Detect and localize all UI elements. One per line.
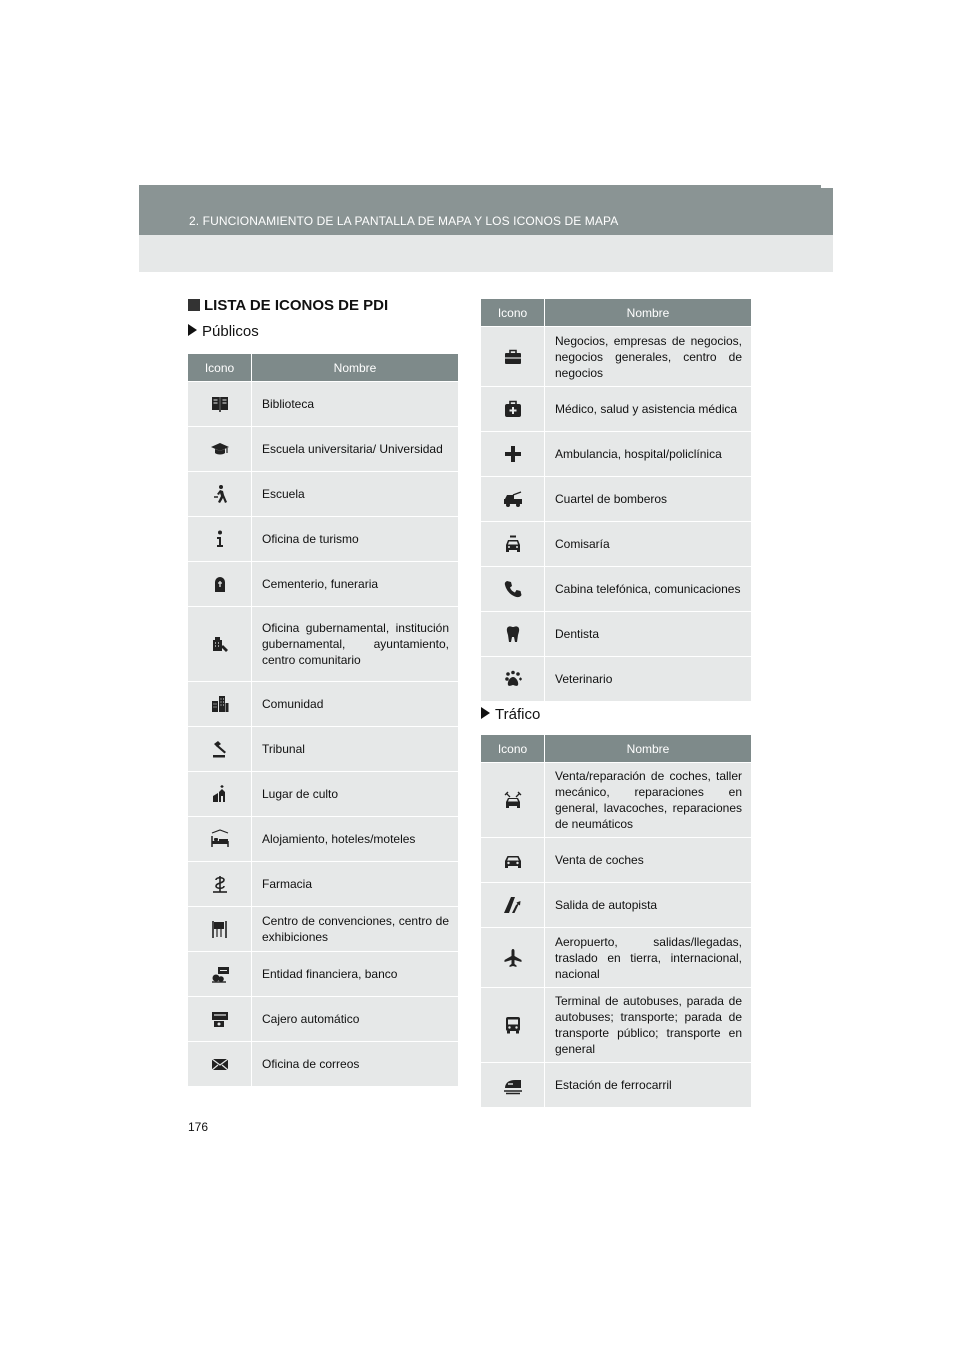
gavel-icon — [210, 739, 230, 759]
icon-cell — [188, 906, 252, 951]
icon-cell — [481, 882, 545, 927]
atm-icon — [210, 1009, 230, 1029]
icon-cell — [481, 927, 545, 987]
column-header-name: Nombre — [545, 735, 751, 762]
table-row — [481, 987, 751, 1062]
table-row — [188, 906, 458, 951]
poi-name: Escuela — [252, 471, 458, 516]
icon-cell — [481, 837, 545, 882]
police-car-icon — [503, 534, 523, 554]
icon-cell — [188, 996, 252, 1041]
table-row — [481, 611, 751, 656]
icon-cell — [481, 656, 545, 701]
table-row — [188, 381, 458, 426]
column-header-name: Nombre — [545, 299, 751, 326]
table-row — [188, 726, 458, 771]
table-row — [188, 861, 458, 906]
poi-name: Comisaría — [545, 521, 751, 566]
poi-name: Dentista — [545, 611, 751, 656]
icon-cell — [188, 1041, 252, 1086]
exhibition-flag-icon — [210, 919, 230, 939]
poi-name: Farmacia — [252, 861, 458, 906]
icon-cell — [481, 326, 545, 386]
icon-cell — [481, 431, 545, 476]
icon-cell — [481, 762, 545, 837]
table-row — [481, 326, 751, 386]
poi-name: Veterinario — [545, 656, 751, 701]
table-row — [188, 516, 458, 561]
table-row — [188, 951, 458, 996]
walking-child-icon — [210, 484, 230, 504]
church-icon — [210, 784, 230, 804]
poi-name: Tribunal — [252, 726, 458, 771]
icon-cell — [481, 611, 545, 656]
column-header-name: Nombre — [252, 354, 458, 381]
icon-cell — [481, 386, 545, 431]
table-row — [481, 1062, 751, 1107]
poi-name: Médico, salud y asistencia médica — [545, 386, 751, 431]
poi-name: Cuartel de bomberos — [545, 476, 751, 521]
poi-name: Centro de convenciones, centro de exhibiciones — [252, 906, 458, 951]
table-row — [481, 762, 751, 837]
car-repair-icon — [503, 790, 523, 810]
icon-cell — [188, 471, 252, 516]
table-row — [188, 426, 458, 471]
icon-cell — [188, 426, 252, 471]
info-icon — [210, 529, 230, 549]
subtitle-trafico-text: Tráfico — [495, 706, 541, 723]
highway-exit-icon — [503, 895, 523, 915]
icon-cell — [188, 726, 252, 771]
header-band — [139, 185, 833, 235]
icon-cell — [481, 521, 545, 566]
briefcase-icon — [503, 347, 523, 367]
icon-cell — [188, 951, 252, 996]
city-buildings-icon — [210, 694, 230, 714]
icon-cell — [481, 476, 545, 521]
section-title-text: LISTA DE ICONOS DE PDI — [204, 297, 389, 314]
bank-money-icon — [210, 964, 230, 984]
table-row — [481, 476, 751, 521]
poi-name: Salida de autopista — [545, 882, 751, 927]
poi-name: Terminal de autobuses, parada de autobuses; transporte; parada de transporte público; transporte en general — [545, 987, 751, 1062]
table-row — [188, 561, 458, 606]
table-row — [188, 681, 458, 726]
header-notch — [821, 185, 833, 188]
icon-cell — [188, 561, 252, 606]
poi-name: Cabina telefónica, comunicaciones — [545, 566, 751, 611]
icon-cell — [188, 771, 252, 816]
poi-name: Escuela universitaria/ Universidad — [252, 426, 458, 471]
table-row — [481, 431, 751, 476]
phone-icon — [503, 579, 523, 599]
bus-icon — [503, 1015, 523, 1035]
table-row — [481, 882, 751, 927]
icon-cell — [188, 681, 252, 726]
poi-name: Entidad financiera, banco — [252, 951, 458, 996]
poi-name: Oficina de correos — [252, 1041, 458, 1086]
table-row — [481, 927, 751, 987]
poi-table-publicos — [188, 354, 458, 1086]
icon-cell — [188, 606, 252, 681]
poi-name: Lugar de culto — [252, 771, 458, 816]
table-row — [188, 996, 458, 1041]
header-title: 2. FUNCIONAMIENTO DE LA PANTALLA DE MAPA Y LOS ICONOS DE MAPA — [189, 214, 619, 228]
page-header — [139, 185, 833, 272]
table-header-row — [188, 354, 458, 381]
medical-bag-icon — [503, 399, 523, 419]
column-header-icon: Icono — [481, 299, 545, 326]
bed-icon — [210, 829, 230, 849]
icon-cell — [188, 861, 252, 906]
poi-name: Biblioteca — [252, 381, 458, 426]
column-header-icon: Icono — [481, 735, 545, 762]
car-icon — [503, 850, 523, 870]
subtitle-publicos-text: Públicos — [202, 323, 259, 340]
table-row — [188, 816, 458, 861]
poi-table-publicos-continued — [481, 299, 751, 701]
cross-icon — [503, 444, 523, 464]
government-building-icon — [210, 634, 230, 654]
tombstone-icon — [210, 574, 230, 594]
graduation-cap-icon — [210, 439, 230, 459]
table-row — [481, 656, 751, 701]
icon-cell — [481, 987, 545, 1062]
poi-name: Negocios, empresas de negocios, negocios generales, centro de negocios — [545, 326, 751, 386]
page-number: 176 — [188, 1120, 209, 1134]
table-row — [188, 606, 458, 681]
poi-table-trafico — [481, 735, 751, 1107]
train-icon — [503, 1075, 523, 1095]
poi-name: Cajero automático — [252, 996, 458, 1041]
pharmacy-icon — [210, 874, 230, 894]
subtitle-trafico — [481, 706, 540, 723]
table-row — [188, 471, 458, 516]
paw-icon — [503, 669, 523, 689]
section-title — [188, 297, 388, 314]
table-header-row — [481, 735, 751, 762]
envelope-icon — [210, 1054, 230, 1074]
airplane-icon — [503, 948, 523, 968]
poi-name: Venta de coches — [545, 837, 751, 882]
poi-name: Alojamiento, hoteles/moteles — [252, 816, 458, 861]
tooth-icon — [503, 624, 523, 644]
icon-cell — [188, 516, 252, 561]
table-row — [481, 386, 751, 431]
poi-name: Oficina gubernamental, institución gubernamental, ayuntamiento, centro comunitario — [252, 606, 458, 681]
table-row — [188, 771, 458, 816]
table-row — [188, 1041, 458, 1086]
poi-name: Ambulancia, hospital/policlínica — [545, 431, 751, 476]
triangle-bullet-icon — [481, 707, 490, 719]
poi-name: Aeropuerto, salidas/llegadas, traslado en tierra, internacional, nacional — [545, 927, 751, 987]
table-header-row — [481, 299, 751, 326]
poi-name: Oficina de turismo — [252, 516, 458, 561]
fire-truck-icon — [503, 489, 523, 509]
poi-name: Comunidad — [252, 681, 458, 726]
icon-cell — [481, 566, 545, 611]
icon-cell — [188, 816, 252, 861]
icon-cell — [481, 1062, 545, 1107]
poi-name: Cementerio, funeraria — [252, 561, 458, 606]
triangle-bullet-icon — [188, 324, 197, 336]
square-bullet-icon — [188, 299, 200, 311]
icon-cell — [188, 381, 252, 426]
subtitle-publicos — [188, 323, 259, 340]
table-row — [481, 566, 751, 611]
table-row — [481, 521, 751, 566]
table-row — [481, 837, 751, 882]
column-header-icon: Icono — [188, 354, 252, 381]
poi-name: Estación de ferrocarril — [545, 1062, 751, 1107]
book-icon — [210, 394, 230, 414]
poi-name: Venta/reparación de coches, taller mecánico, reparaciones en general, lavacoches, reparaciones de neumáticos — [545, 762, 751, 837]
